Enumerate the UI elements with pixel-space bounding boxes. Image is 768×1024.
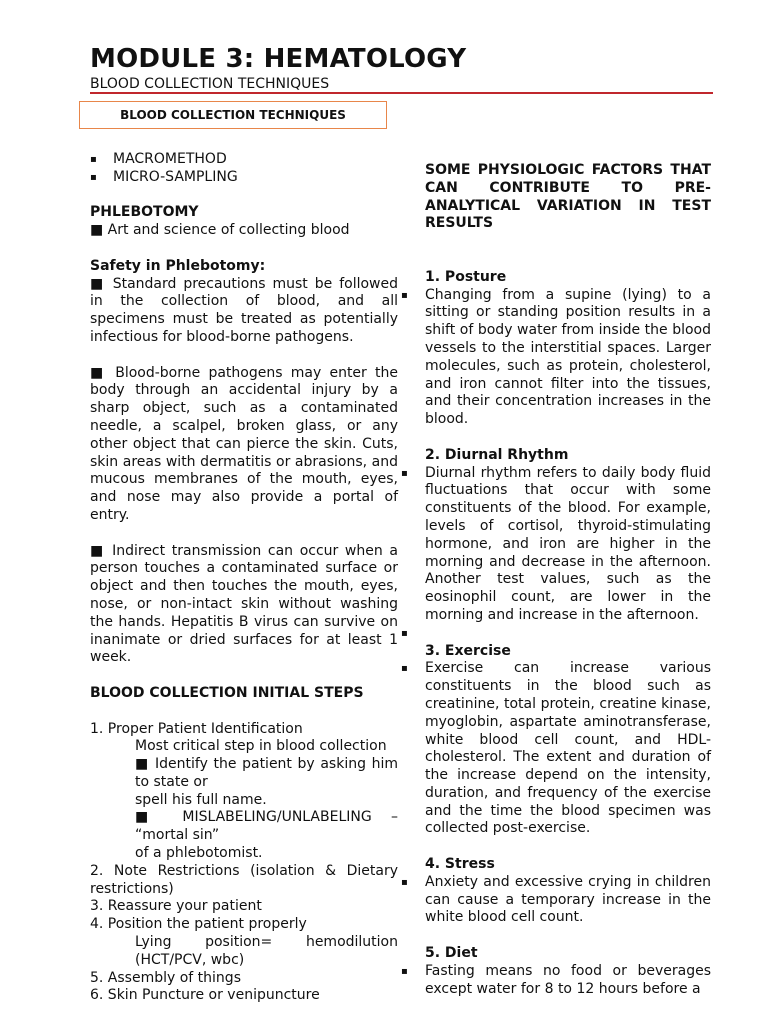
left-column: [90, 151, 398, 1005]
factor-text: ▪ Exercise can increase various constituents in the blood such as creatinine, total protein, creatine kinase, myoglobin, aspartate aminotransferase, white blood cell count, and HDL-cholesterol. The extent and duration of the increase depend on the intensity, duration, and frequency of the exercise and the time the blood specimen was collected post-exercise.: [401, 660, 711, 837]
step-item: 5. Assembly of things: [90, 969, 241, 986]
bullet-icon: ▪: [90, 154, 97, 165]
step-item: 4. Position the patient properly: [90, 916, 307, 933]
safety-paragraph: ■ Standard precautions must be followed in the collection of blood, and all specimens must be treated as potentially infectious for blood-borne pathogens.: [90, 275, 398, 345]
method-label: MICRO-SAMPLING: [113, 168, 238, 185]
step-detail: Most critical step in blood collection: [135, 738, 387, 755]
list-item: [90, 151, 398, 169]
bullet-icon: ▪: [401, 663, 408, 675]
factor-text: ▪ Diurnal rhythm refers to daily body fluid fluctuations that occur with some constituents of the blood. For example, levels of cortisol, thyroid-stimulating hormone, and iron are higher in the morning and decrease in the afternoon. Another test values, such as the eosinophil count, are lower in the morning and increase in the afternoon.: [401, 464, 711, 623]
bullet-icon: ▪: [401, 467, 408, 479]
right-column: [401, 162, 711, 998]
step-detail: Lying position= hemodilution (HCT/PCV, wbc): [135, 934, 398, 968]
factor-title: 4. Stress: [425, 856, 495, 873]
method-label: MACROMETHOD: [113, 151, 227, 167]
step-item: 6. Skin Puncture or venipuncture: [90, 987, 320, 1004]
step-detail: ■ Identify the patient by asking him to state or: [135, 756, 398, 790]
section-heading-box: BLOOD COLLECTION TECHNIQUES: [79, 101, 387, 129]
list-item: [90, 169, 398, 187]
factor-title: 2. Diurnal Rhythm: [425, 446, 569, 463]
title-divider: [90, 92, 713, 94]
bullet-icon: ▪: [90, 171, 97, 183]
factor-text: ▪ Changing from a supine (lying) to a sitting or standing position results in a shift of body water from inside the blood vessels to the interstitial spaces. Larger molecules, such as protein, cholesterol, and iron cannot filter into the tissues, and their concentration increases in the blood.: [401, 286, 711, 428]
step-detail: of a phlebotomist.: [135, 845, 263, 862]
factor-title: 3. Exercise: [425, 642, 511, 659]
step-item: 1. Proper Patient Identification: [90, 720, 303, 737]
factor-title: 1. Posture: [425, 268, 507, 285]
factor-title: 5. Diet: [425, 945, 478, 962]
safety-paragraph: ■ Blood-borne pathogens may enter the body through an accidental injury by a sharp object, such as a contaminated needle, a scalpel, broken glass, or any other object that can pierce the skin. Cuts, skin areas with dermatitis or abrasions, and mucous membranes of the mouth, eyes, and nose may also provide a portal of entry.: [90, 364, 398, 523]
steps-heading: BLOOD COLLECTION INITIAL STEPS: [90, 684, 364, 701]
bullet-icon: ▪: [401, 627, 408, 639]
factors-heading: SOME PHYSIOLOGIC FACTORS THAT CAN CONTRIBUTE TO PRE-ANALYTICAL VARIATION IN TEST RESULTS: [425, 162, 711, 232]
safety-paragraph: ■ Indirect transmission can occur when a person touches a contaminated surface or object and then touches the mouth, eyes, nose, or non-intact skin without washing the hands. Hepatitis B virus can survive on inanimate or dried surfaces for at least 1 week.: [90, 542, 398, 666]
factor-text: ▪ Fasting means no food or beverages except water for 8 to 12 hours before a: [401, 962, 711, 997]
step-detail: spell his full name.: [135, 791, 267, 808]
page-title: MODULE 3: HEMATOLOGY: [90, 44, 467, 74]
step-detail: ■ MISLABELING/UNLABELING – “mortal sin”: [135, 809, 398, 844]
phlebotomy-heading: PHLEBOTOMY: [90, 204, 199, 221]
factor-text: ▪ Anxiety and excessive crying in children can cause a temporary increase in the white blood cell count.: [401, 873, 711, 926]
step-item: 2. Note Restrictions (isolation & Dietary restrictions): [90, 862, 398, 897]
empty-bullet: [401, 625, 711, 643]
bullet-icon: ▪: [401, 876, 408, 888]
phlebotomy-definition: ■ Art and science of collecting blood: [90, 222, 350, 239]
step-item: 3. Reassure your patient: [90, 898, 262, 915]
bullet-icon: ▪: [401, 289, 408, 301]
bullet-icon: ▪: [401, 965, 408, 977]
page-subtitle: BLOOD COLLECTION TECHNIQUES: [90, 76, 330, 92]
safety-heading: Safety in Phlebotomy:: [90, 257, 266, 274]
